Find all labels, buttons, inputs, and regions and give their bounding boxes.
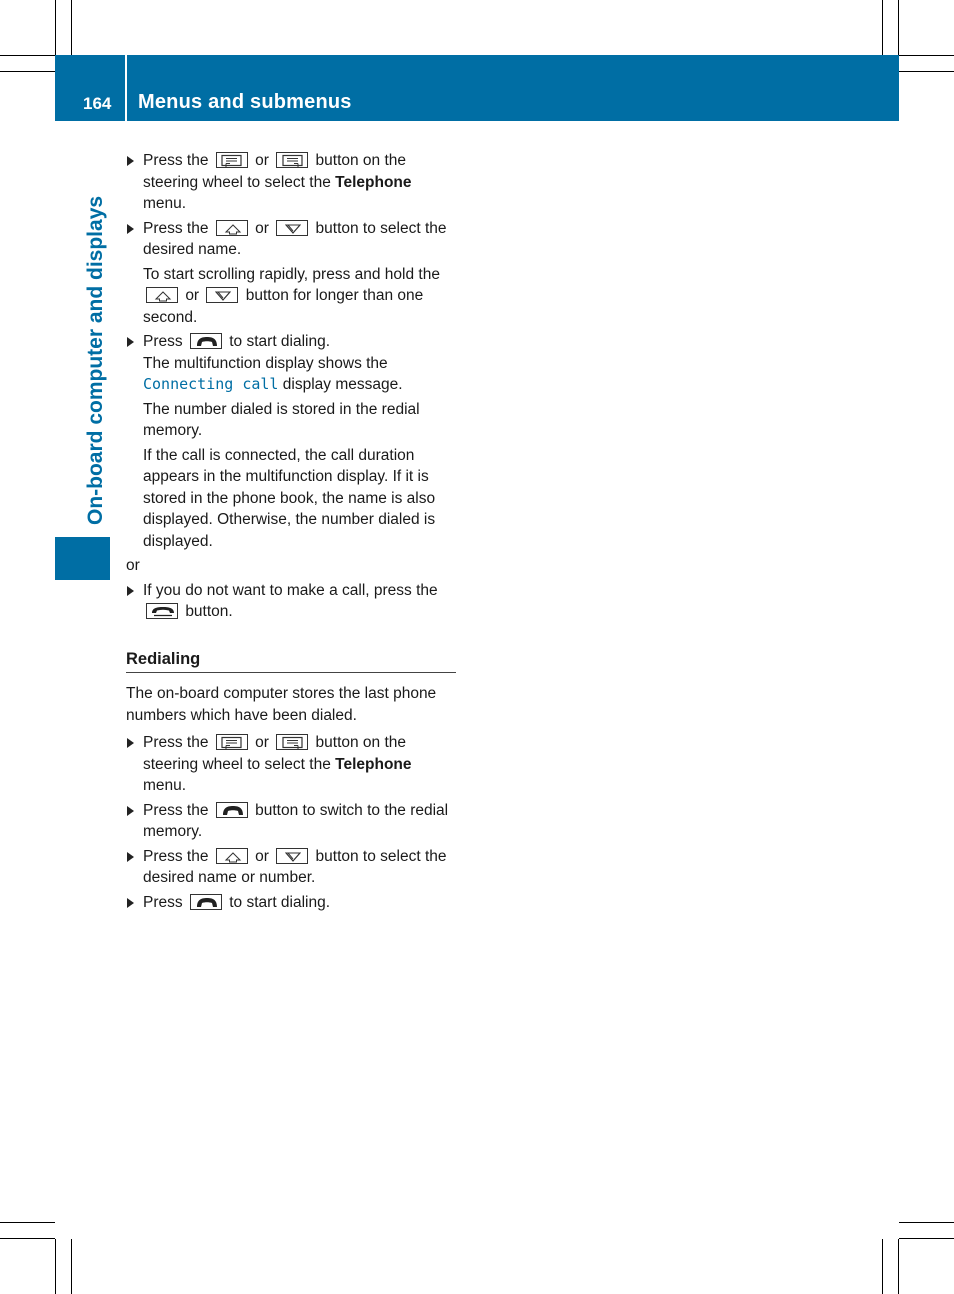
crop-mark <box>0 1222 55 1223</box>
display-message: Connecting call <box>143 375 279 393</box>
crop-mark <box>899 55 954 56</box>
phone-call-icon <box>216 802 248 818</box>
header-divider <box>125 55 127 121</box>
instruction-step: Press the or button on the steering wheel to select the Telephone menu. <box>126 150 456 215</box>
page-number: 164 <box>83 94 112 113</box>
page-header <box>55 55 899 121</box>
page-right-icon <box>276 734 308 750</box>
phone-call-icon <box>190 894 222 910</box>
crop-mark <box>55 0 56 55</box>
phone-call-icon <box>190 333 222 349</box>
instruction-step: Press to start dialing. <box>126 892 456 914</box>
crop-mark <box>71 0 72 55</box>
crop-mark <box>899 71 954 72</box>
page-right-icon <box>276 152 308 168</box>
page-left-icon <box>216 734 248 750</box>
menu-name: Telephone <box>335 755 412 773</box>
note-paragraph: If the call is connected, the call duration appears in the multifunction display. If it is stored in the phone book, the name is also displayed. Otherwise, the number dialed is displayed. <box>143 446 436 550</box>
crop-mark <box>71 1239 72 1294</box>
crop-mark <box>882 1239 883 1294</box>
instruction-step: If you do not want to make a call, press the button. <box>126 580 456 623</box>
section-title: Menus and submenus <box>138 91 352 113</box>
down-arrow-icon <box>276 848 308 864</box>
menu-name: Telephone <box>335 173 412 191</box>
chapter-tab <box>55 537 110 580</box>
up-arrow-icon <box>146 287 178 303</box>
crop-mark <box>882 0 883 55</box>
crop-mark <box>898 1239 899 1294</box>
up-arrow-icon <box>216 220 248 236</box>
up-arrow-icon <box>216 848 248 864</box>
phone-end-icon <box>146 603 178 619</box>
down-arrow-icon <box>206 287 238 303</box>
crop-mark <box>898 0 899 55</box>
crop-mark <box>899 1222 954 1223</box>
crop-mark <box>0 1238 55 1239</box>
instruction-step: Press to start dialing. The multifunction display shows the Connecting call display message. <box>126 331 456 396</box>
instruction-step: Press the or button on the steering wheel to select the Telephone menu. <box>126 732 456 797</box>
or-separator: or <box>126 557 140 574</box>
page-left-icon <box>216 152 248 168</box>
down-arrow-icon <box>276 220 308 236</box>
instruction-step: Press the or button to select the desired name. <box>126 218 456 261</box>
crop-mark <box>0 71 55 72</box>
main-column <box>126 150 456 916</box>
chapter-title: On-board computer and displays <box>84 195 107 525</box>
instruction-step: Press the button to switch to the redial memory. <box>126 800 456 843</box>
section-heading: Redialing <box>126 649 456 674</box>
note-paragraph: The number dialed is stored in the redial memory. <box>143 400 420 439</box>
instruction-step: Press the or button to select the desired name or number. <box>126 846 456 889</box>
crop-mark <box>55 1239 56 1294</box>
intro-paragraph: The on-board computer stores the last phone numbers which have been dialed. <box>126 685 437 724</box>
crop-mark <box>899 1238 954 1239</box>
note-paragraph: To start scrolling rapidly, press and hold the or button for longer than one second. <box>143 265 440 326</box>
crop-mark <box>0 55 55 56</box>
